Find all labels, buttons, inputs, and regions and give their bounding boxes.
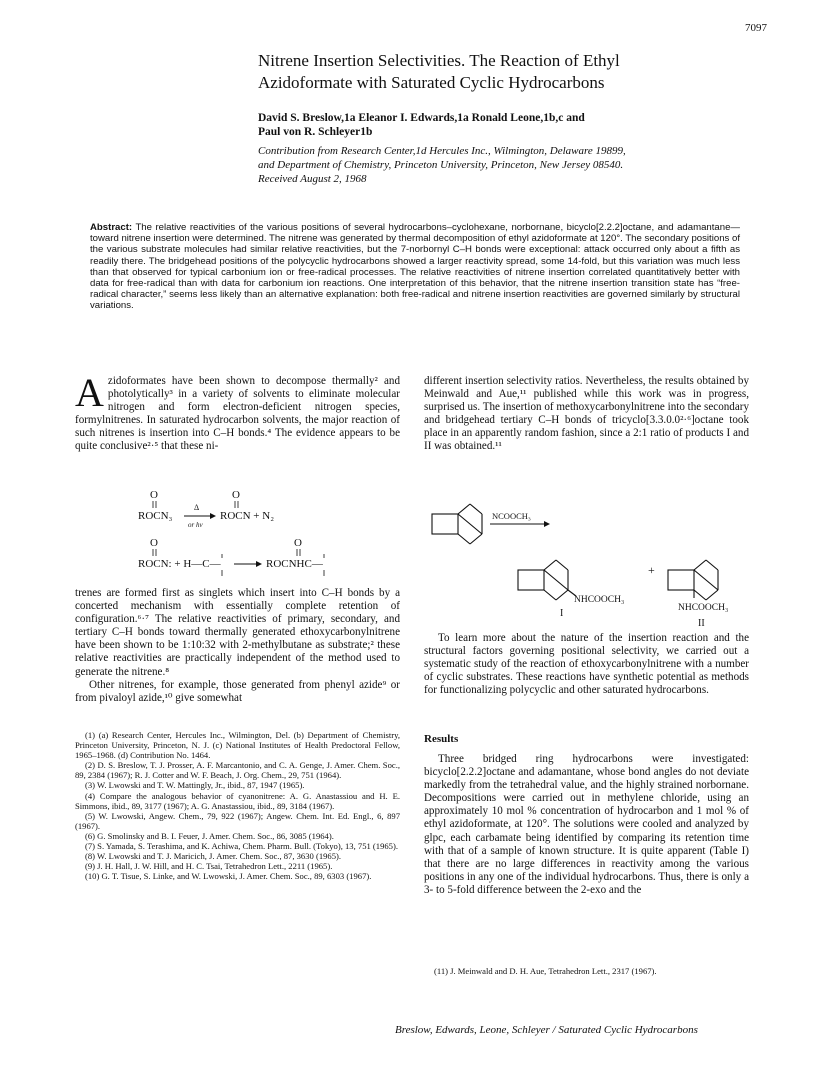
nitrene-paragraph: trenes are formed first as singlets which insert into C–H bonds by a concerted mechanism with essentially complete retention of configuration.⁶·⁷ The relative reactivities of primary, secondary, and tertiary C–H bonds toward thermally generated ethoxycarbonylnitrene have been shown to be 1:10:32 with 2-methylbutane as substrate;² these relative reactivities are practically independent of the method used to generate the nitrene.⁸ xyxy=(75,587,400,678)
scheme2-product: ROCNHC— xyxy=(266,558,323,570)
intro-paragraph xyxy=(75,370,400,454)
abstract-label: Abstract: xyxy=(90,222,133,233)
product-i-label: I xyxy=(560,608,564,619)
meinwald-paragraph: different insertion selectivity ratios. Nevertheless, the results obtained by Meinwald and Aue,¹¹ published while this work was in progress, surprised us. The insertion of methoxycarbonylnitrene into the secondary and bridgehead tertiary C–H bonds of tricyclo[3.3.0.0²·⁶]octane took place in an apparently random fashion, since a 2:1 ratio of products I and II was obtained.¹¹ xyxy=(424,375,749,453)
abstract-text: The relative reactivities of the various positions of several hydrocarbons–cyclohexane, norbornane, bicyclo[2.2.2]octane, and adamantane—toward nitrene insertion were determined. The nitrene was generated by thermal decomposition of ethyl azidoformate at 120°. The secondary positions of the various substrate molecules had similar relative reactivities, but the 7-norbornyl C–H bonds were exceptional: attack occurred only about a fifth as readily there. The bridgehead positions of the polycyclic hydrocarbons showed a larger reactivity spread, some 14-fold, but this variation was much less than that observed for typical carbonium ion or free-radical processes. The relative reactivities of nitrene insertion correlated quantitatively better with data for free-radical than with data for carbonium ion reactions. One interpretation of this behavior, that the nitrene insertion transition state has “free-radical character,” seems less likely than an alternative explanation: both free-radical and nitrene insertion reactivities are governed similarly by structural variations. xyxy=(90,222,741,312)
reference-item: (4) Compare the analogous behavior of cyanonitrene: A. G. Anastassiou and H. E. Simmons, ibid., 89, 3177 (1967); A. G. Anastassiou, ibid., 89, 3184 (1967). xyxy=(75,790,400,811)
right-column-body xyxy=(424,632,749,697)
drop-cap: A xyxy=(75,370,104,415)
left-column-intro xyxy=(75,370,400,454)
results-heading: Results xyxy=(424,733,459,745)
authors-line-2: Paul von R. Schleyer1b xyxy=(258,126,373,138)
results-paragraph: Three bridged ring hydrocarbons were investigated: bicyclo[2.2.2]octane and adamantane, whose bond angles do not deviate markedly from the tetrahedral value, and the highly strained norbornane. Decompositions were carried out in methylene chloride, using an approximately 10 mol % concentration of hydrocarbon and 1 mol % of ethyl azidoformate, at 120°. The solutions were cooled and analyzed by glpc, each carbamate being identified by comparing its retention time with that of a sample of known structure. It is quite apparent (Table I) that there are no large differences in reactivity among the various positions in any one of the individual hydrocarbons. Thus, there is only a 3- to 5-fold difference between the 2-exo and the xyxy=(424,753,749,896)
scheme1-condition-top: Δ xyxy=(194,503,200,512)
title-line-2: Azidoformate with Saturated Cyclic Hydrocarbons xyxy=(258,73,605,92)
svg-text:O: O xyxy=(232,489,240,501)
reference-item: (3) W. Lwowski and T. W. Mattingly, Jr., ibid., 87, 1947 (1965). xyxy=(85,780,305,791)
reaction-scheme-azidoformate xyxy=(138,488,338,580)
systematic-study-paragraph: To learn more about the nature of the insertion reaction and the structural factors governing positional selectivity, we carried out a systematic study of the reaction of ethoxycarbonylnitrene with a number of cyclic substrates. These reactions have synthetic potential as methods for functionalizing polycyclic and other saturated hydrocarbons. xyxy=(424,632,749,697)
reference-item: (6) G. Smolinsky and B. I. Feuer, J. Amer. Chem. Soc., 86, 3085 (1964). xyxy=(85,830,334,841)
affiliation-line-2: and Department of Chemistry, Princeton University, Princeton, New Jersey 08540. xyxy=(258,159,624,171)
references-list xyxy=(75,730,400,881)
author-list xyxy=(258,111,738,139)
intro-text: zidoformates have been shown to decompose thermally² and photolytically³ in a variety of solvents to eliminate molecular nitrogen and form electron-deficient nitrogen species, formylnitrenes. In saturated hydrocarbon solvents, the major reaction of such nitrenes is insertion into C–H bonds.⁴ The evidence appears to be quite conclusive²·⁵ that these ni- xyxy=(75,375,400,453)
reference-item: (5) W. Lwowski, Angew. Chem., 79, 922 (1967); Angew. Chem. Int. Ed. Engl., 6, 897 (1967). xyxy=(75,810,400,831)
product-ii-substituent: NHCOOCH₃ xyxy=(678,603,729,613)
results-body xyxy=(424,753,749,897)
tricyclooctane-scheme xyxy=(426,492,756,628)
abstract xyxy=(90,222,740,312)
reference-item: (2) D. S. Breslow, T. J. Prosser, A. F. Marcantonio, and C. A. Genge, J. Amer. Chem. Soc., 89, 2384 (1967); R. J. Cotter and W. F. Beach, J. Org. Chem., 29, 751 (1964). xyxy=(75,760,400,781)
article-title xyxy=(258,50,728,94)
page-number: 7097 xyxy=(745,22,767,34)
affiliation-line-1: Contribution from Research Center,1d Hercules Inc., Wilmington, Delaware 19899, xyxy=(258,145,626,157)
affiliations xyxy=(258,144,738,186)
reference-item: (7) S. Yamada, S. Terashima, and K. Achiwa, Chem. Pharm. Bull. (Tokyo), 13, 751 (1965). xyxy=(85,841,398,852)
reference-item: (10) G. T. Tisue, S. Linke, and W. Lwowski, J. Amer. Chem. Soc., 89, 6303 (1967). xyxy=(85,871,372,882)
scheme1-reactant: ROCN₃ xyxy=(138,510,173,522)
product-ii-label: II xyxy=(698,618,705,628)
product-i-substituent: NHCOOCH₃ xyxy=(574,595,625,605)
running-footer: Breslow, Edwards, Leone, Schleyer / Saturated Cyclic Hydrocarbons xyxy=(395,1024,698,1036)
reference-item: (9) J. H. Hall, J. W. Hill, and H. C. Tsai, Tetrahedron Lett., 2211 (1965). xyxy=(85,861,333,872)
authors-line-1: David S. Breslow,1a Eleanor I. Edwards,1a Ronald Leone,1b,c and xyxy=(258,112,585,124)
scheme2-reactants: ROCN: + H—C— xyxy=(138,558,221,570)
svg-text:O: O xyxy=(150,537,158,549)
received-date: Received August 2, 1968 xyxy=(258,173,367,185)
right-column-intro xyxy=(424,375,749,454)
svg-text:O: O xyxy=(294,537,302,549)
scheme3-reagent: NCOOCH₃ xyxy=(492,511,531,521)
scheme1-product: ROCN + N₂ xyxy=(220,510,275,522)
reference-item: (8) W. Lwowski and T. J. Maricich, J. Amer. Chem. Soc., 87, 3630 (1965). xyxy=(85,851,342,862)
reference-11: (11) J. Meinwald and D. H. Aue, Tetrahedron Lett., 2317 (1967). xyxy=(434,966,657,976)
title-line-1: Nitrene Insertion Selectivities. The Reaction of Ethyl xyxy=(258,51,620,70)
reference-item: (1) (a) Research Center, Hercules Inc., Wilmington, Del. (b) Department of Chemistry, Princeton University, Princeton, N. J. (c) National Institutes of Health Predoctoral Fellow, 1965–1968. (d) Contribution No. 1464. xyxy=(75,730,400,761)
scheme1-condition-bottom: or hν xyxy=(188,521,203,529)
svg-text:O: O xyxy=(150,489,158,501)
other-nitrenes-paragraph: Other nitrenes, for example, those generated from phenyl azide⁹ or from pivaloyl azide,¹⁰ give somewhat xyxy=(75,678,400,704)
plus-sign: + xyxy=(648,563,655,577)
left-column-body xyxy=(75,587,400,705)
